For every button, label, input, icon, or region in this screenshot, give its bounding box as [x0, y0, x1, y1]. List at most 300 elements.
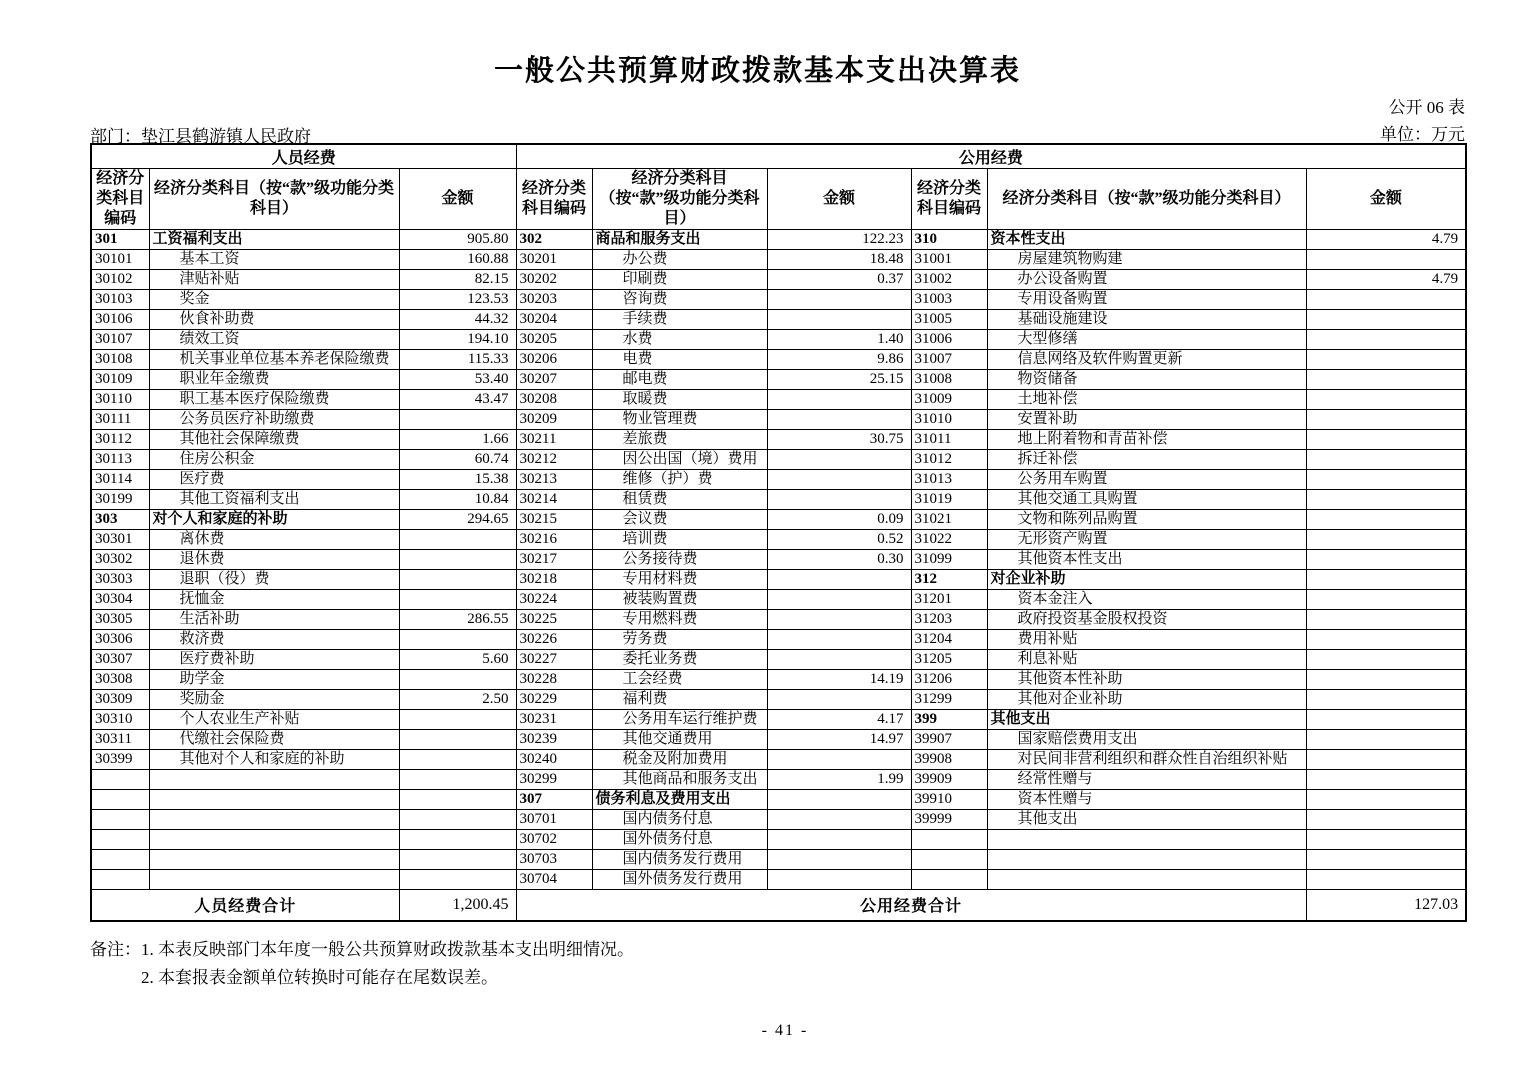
- table-row: [91, 350, 1466, 370]
- subject-cell: 债务利息及费用支出: [592, 790, 767, 810]
- table-row: [91, 430, 1466, 450]
- code-cell: 39908: [911, 750, 987, 770]
- amount-cell: [767, 830, 911, 850]
- table-row: [91, 390, 1466, 410]
- code-cell: [91, 850, 149, 870]
- amount-cell: 14.19: [767, 670, 911, 690]
- amount-cell: [1306, 410, 1466, 430]
- code-cell: 31007: [911, 350, 987, 370]
- code-cell: 310: [911, 230, 987, 250]
- amount-cell: 0.52: [767, 530, 911, 550]
- amount-cell: [767, 650, 911, 670]
- col-header-amount-3: 金额: [1306, 169, 1466, 230]
- subject-cell: 大型修缮: [987, 330, 1306, 350]
- table-row: [91, 270, 1466, 290]
- subject-cell: 国家赔偿费用支出: [987, 730, 1306, 750]
- code-cell: 30225: [516, 610, 592, 630]
- code-cell: 30307: [91, 650, 149, 670]
- subject-cell: 专用燃料费: [592, 610, 767, 630]
- amount-cell: [399, 630, 516, 650]
- group-header-row: [91, 144, 1466, 169]
- subject-cell: 地上附着物和青苗补偿: [987, 430, 1306, 450]
- subject-cell: 信息网络及软件购置更新: [987, 350, 1306, 370]
- amount-cell: 82.15: [399, 270, 516, 290]
- table-row: [91, 610, 1466, 630]
- code-cell: 30702: [516, 830, 592, 850]
- code-cell: 30101: [91, 250, 149, 270]
- code-cell: 30212: [516, 450, 592, 470]
- amount-cell: [1306, 550, 1466, 570]
- subject-cell: 培训费: [592, 530, 767, 550]
- amount-cell: 43.47: [399, 390, 516, 410]
- table-row: [91, 830, 1466, 850]
- amount-cell: 53.40: [399, 370, 516, 390]
- table-row: [91, 690, 1466, 710]
- table-row: [91, 470, 1466, 490]
- subject-cell: 助学金: [149, 670, 399, 690]
- subject-cell: 其他资本性支出: [987, 550, 1306, 570]
- code-cell: 30299: [516, 770, 592, 790]
- col-header-code-1: 经济分类科目编码: [91, 169, 149, 230]
- code-cell: 31022: [911, 530, 987, 550]
- subject-cell: 办公费: [592, 250, 767, 270]
- subject-cell: 文物和陈列品购置: [987, 510, 1306, 530]
- notes-block: [90, 936, 634, 992]
- code-cell: 31099: [911, 550, 987, 570]
- subject-cell: 职工基本医疗保险缴费: [149, 390, 399, 410]
- subject-cell: 其他工资福利支出: [149, 490, 399, 510]
- subject-cell: 其他社会保障缴费: [149, 430, 399, 450]
- subject-cell: 机关事业单位基本养老保险缴费: [149, 350, 399, 370]
- amount-cell: [399, 810, 516, 830]
- amount-cell: 0.37: [767, 270, 911, 290]
- code-cell: 30240: [516, 750, 592, 770]
- amount-cell: 14.97: [767, 730, 911, 750]
- code-cell: 30114: [91, 470, 149, 490]
- code-cell: 30111: [91, 410, 149, 430]
- amount-cell: [767, 690, 911, 710]
- code-cell: [91, 810, 149, 830]
- amount-cell: [399, 870, 516, 890]
- subject-cell: 福利费: [592, 690, 767, 710]
- code-cell: 31005: [911, 310, 987, 330]
- amount-cell: [1306, 510, 1466, 530]
- code-cell: 30704: [516, 870, 592, 890]
- table-row: [91, 710, 1466, 730]
- subject-cell: 基础设施建设: [987, 310, 1306, 330]
- public-total-amount: 127.03: [1306, 890, 1466, 921]
- code-cell: 30229: [516, 690, 592, 710]
- code-cell: 31011: [911, 430, 987, 450]
- col-header-subject-3: 经济分类科目（按“款”级功能分类科目）: [987, 169, 1306, 230]
- col-header-code-3: 经济分类科目编码: [911, 169, 987, 230]
- amount-cell: [1306, 290, 1466, 310]
- table-row: [91, 330, 1466, 350]
- budget-table: [90, 143, 1467, 922]
- public-total-label: 公用经费合计: [516, 890, 1306, 921]
- subject-cell: 经常性赠与: [987, 770, 1306, 790]
- code-cell: 30310: [91, 710, 149, 730]
- code-cell: 30110: [91, 390, 149, 410]
- code-cell: 31013: [911, 470, 987, 490]
- code-cell: 30106: [91, 310, 149, 330]
- subject-cell: 公务员医疗补助缴费: [149, 410, 399, 430]
- subject-cell: 其他对个人和家庭的补助: [149, 750, 399, 770]
- amount-cell: 4.17: [767, 710, 911, 730]
- code-cell: 30205: [516, 330, 592, 350]
- code-cell: 30224: [516, 590, 592, 610]
- table-row: [91, 550, 1466, 570]
- code-cell: 30215: [516, 510, 592, 530]
- code-cell: 399: [911, 710, 987, 730]
- subject-cell: [149, 830, 399, 850]
- table-row: [91, 790, 1466, 810]
- subject-cell: [149, 790, 399, 810]
- notes-prefix: 备注：: [90, 940, 141, 959]
- subject-cell: 工资福利支出: [149, 230, 399, 250]
- code-cell: 30213: [516, 470, 592, 490]
- amount-cell: [399, 770, 516, 790]
- code-cell: 30208: [516, 390, 592, 410]
- amount-cell: [1306, 570, 1466, 590]
- amount-cell: 25.15: [767, 370, 911, 390]
- subject-cell: 费用补贴: [987, 630, 1306, 650]
- code-cell: 30701: [516, 810, 592, 830]
- subject-cell: 差旅费: [592, 430, 767, 450]
- code-cell: 30211: [516, 430, 592, 450]
- code-cell: 307: [516, 790, 592, 810]
- subject-cell: [149, 850, 399, 870]
- subject-cell: 政府投资基金股权投资: [987, 610, 1306, 630]
- unit-label: 单位：万元: [1380, 125, 1465, 144]
- subject-cell: 劳务费: [592, 630, 767, 650]
- amount-cell: [1306, 750, 1466, 770]
- department-label: 部门：垫江县鹤游镇人民政府: [90, 127, 311, 146]
- amount-cell: 44.32: [399, 310, 516, 330]
- amount-cell: [767, 850, 911, 870]
- subject-cell: 电费: [592, 350, 767, 370]
- amount-cell: [767, 870, 911, 890]
- subject-cell: [149, 810, 399, 830]
- amount-cell: [1306, 370, 1466, 390]
- code-cell: 39999: [911, 810, 987, 830]
- subject-cell: 奖励金: [149, 690, 399, 710]
- amount-cell: [1306, 490, 1466, 510]
- amount-cell: [767, 790, 911, 810]
- subject-cell: [987, 850, 1306, 870]
- code-cell: 30302: [91, 550, 149, 570]
- amount-cell: 0.30: [767, 550, 911, 570]
- amount-cell: 4.79: [1306, 270, 1466, 290]
- amount-cell: [399, 410, 516, 430]
- subject-cell: 资本性赠与: [987, 790, 1306, 810]
- code-cell: 39907: [911, 730, 987, 750]
- code-cell: 30214: [516, 490, 592, 510]
- amount-cell: [399, 550, 516, 570]
- code-cell: 39910: [911, 790, 987, 810]
- subject-cell: 退休费: [149, 550, 399, 570]
- column-header-row: [91, 169, 1466, 230]
- code-cell: 31205: [911, 650, 987, 670]
- amount-cell: [399, 670, 516, 690]
- note-line-2: 2. 本套报表金额单位转换时可能存在尾数误差。: [141, 968, 498, 987]
- code-cell: 30103: [91, 290, 149, 310]
- subject-cell: [149, 870, 399, 890]
- totals-row: [91, 890, 1466, 921]
- code-cell: 30202: [516, 270, 592, 290]
- subject-cell: 税金及附加费用: [592, 750, 767, 770]
- code-cell: 30227: [516, 650, 592, 670]
- code-cell: 30206: [516, 350, 592, 370]
- subject-cell: [987, 870, 1306, 890]
- subject-cell: 对企业补助: [987, 570, 1306, 590]
- code-cell: 31008: [911, 370, 987, 390]
- amount-cell: 286.55: [399, 610, 516, 630]
- amount-cell: 15.38: [399, 470, 516, 490]
- subject-cell: 土地补偿: [987, 390, 1306, 410]
- subject-cell: 咨询费: [592, 290, 767, 310]
- code-cell: 31206: [911, 670, 987, 690]
- code-cell: 31010: [911, 410, 987, 430]
- amount-cell: [399, 750, 516, 770]
- subject-cell: 工会经费: [592, 670, 767, 690]
- code-cell: 31021: [911, 510, 987, 530]
- amount-cell: [1306, 310, 1466, 330]
- amount-cell: [767, 310, 911, 330]
- amount-cell: 1.66: [399, 430, 516, 450]
- amount-cell: [767, 390, 911, 410]
- amount-cell: [767, 570, 911, 590]
- subject-cell: 被装购置费: [592, 590, 767, 610]
- amount-cell: [1306, 350, 1466, 370]
- code-cell: 31203: [911, 610, 987, 630]
- code-cell: 30109: [91, 370, 149, 390]
- subject-cell: 其他交通工具购置: [987, 490, 1306, 510]
- code-cell: 31204: [911, 630, 987, 650]
- subject-cell: 租赁费: [592, 490, 767, 510]
- amount-cell: [1306, 790, 1466, 810]
- code-cell: 30303: [91, 570, 149, 590]
- code-cell: 303: [91, 510, 149, 530]
- amount-cell: [1306, 430, 1466, 450]
- page-title: 一般公共预算财政拨款基本支出决算表: [493, 55, 1021, 87]
- table-row: [91, 590, 1466, 610]
- subject-cell: 医疗费: [149, 470, 399, 490]
- amount-cell: 60.74: [399, 450, 516, 470]
- subject-cell: 维修（护）费: [592, 470, 767, 490]
- amount-cell: [399, 570, 516, 590]
- amount-cell: [399, 850, 516, 870]
- subject-cell: 个人农业生产补贴: [149, 710, 399, 730]
- table-row: [91, 810, 1466, 830]
- subject-cell: 其他支出: [987, 710, 1306, 730]
- page-meta: [1380, 94, 1465, 148]
- subject-cell: 无形资产购置: [987, 530, 1306, 550]
- subject-cell: 国外债务发行费用: [592, 870, 767, 890]
- personnel-total-amount: 1,200.45: [399, 890, 516, 921]
- amount-cell: [767, 590, 911, 610]
- code-cell: 30102: [91, 270, 149, 290]
- subject-cell: 委托业务费: [592, 650, 767, 670]
- subject-cell: 对民间非营利组织和群众性自治组织补贴: [987, 750, 1306, 770]
- amount-cell: [399, 530, 516, 550]
- subject-cell: 生活补助: [149, 610, 399, 630]
- subject-cell: 安置补助: [987, 410, 1306, 430]
- amount-cell: [1306, 810, 1466, 830]
- subject-cell: 邮电费: [592, 370, 767, 390]
- subject-cell: 商品和服务支出: [592, 230, 767, 250]
- subject-cell: 奖金: [149, 290, 399, 310]
- code-cell: [911, 870, 987, 890]
- amount-cell: 294.65: [399, 510, 516, 530]
- table-row: [91, 850, 1466, 870]
- col-header-subject-1: 经济分类科目（按“款”级功能分类科目）: [149, 169, 399, 230]
- code-cell: 30199: [91, 490, 149, 510]
- table-row: [91, 770, 1466, 790]
- code-cell: 30201: [516, 250, 592, 270]
- amount-cell: 9.86: [767, 350, 911, 370]
- amount-cell: [767, 290, 911, 310]
- amount-cell: [767, 810, 911, 830]
- col-header-code-2: 经济分类科目编码: [516, 169, 592, 230]
- code-cell: 30113: [91, 450, 149, 470]
- subject-cell: [987, 830, 1306, 850]
- subject-cell: 其他交通费用: [592, 730, 767, 750]
- subject-cell: 资本金注入: [987, 590, 1306, 610]
- subject-cell: 国外债务付息: [592, 830, 767, 850]
- amount-cell: [1306, 450, 1466, 470]
- subject-cell: 医疗费补助: [149, 650, 399, 670]
- table-row: [91, 530, 1466, 550]
- code-cell: 31001: [911, 250, 987, 270]
- amount-cell: 1.40: [767, 330, 911, 350]
- subject-cell: 职业年金缴费: [149, 370, 399, 390]
- subject-cell: 代缴社会保险费: [149, 730, 399, 750]
- table-row: [91, 510, 1466, 530]
- subject-cell: 绩效工资: [149, 330, 399, 350]
- amount-cell: [399, 790, 516, 810]
- table-row: [91, 410, 1466, 430]
- code-cell: 30107: [91, 330, 149, 350]
- amount-cell: [1306, 650, 1466, 670]
- subject-cell: 对个人和家庭的补助: [149, 510, 399, 530]
- subject-cell: 利息补贴: [987, 650, 1306, 670]
- col-header-subject-2: 经济分类科目（按“款”级功能分类科目）: [592, 169, 767, 230]
- code-cell: 30703: [516, 850, 592, 870]
- code-cell: 30399: [91, 750, 149, 770]
- subject-cell: 伙食补助费: [149, 310, 399, 330]
- code-cell: 31009: [911, 390, 987, 410]
- amount-cell: [1306, 730, 1466, 750]
- amount-cell: [1306, 590, 1466, 610]
- code-cell: 30203: [516, 290, 592, 310]
- subject-cell: 取暖费: [592, 390, 767, 410]
- subject-cell: 物资储备: [987, 370, 1306, 390]
- amount-cell: [1306, 830, 1466, 850]
- amount-cell: 30.75: [767, 430, 911, 450]
- table-row: [91, 370, 1466, 390]
- subject-cell: 房屋建筑物购建: [987, 250, 1306, 270]
- subject-cell: 其他资本性补助: [987, 670, 1306, 690]
- code-cell: [91, 790, 149, 810]
- amount-cell: [1306, 250, 1466, 270]
- code-cell: 30216: [516, 530, 592, 550]
- col-header-amount-2: 金额: [767, 169, 911, 230]
- amount-cell: [399, 830, 516, 850]
- code-cell: 30226: [516, 630, 592, 650]
- table-row: [91, 630, 1466, 650]
- subject-cell: 基本工资: [149, 250, 399, 270]
- amount-cell: [1306, 390, 1466, 410]
- table-row: [91, 730, 1466, 750]
- amount-cell: [767, 490, 911, 510]
- amount-cell: [1306, 630, 1466, 650]
- group-header-personnel: 人员经费: [91, 144, 516, 169]
- code-cell: 31006: [911, 330, 987, 350]
- amount-cell: [1306, 530, 1466, 550]
- amount-cell: [1306, 850, 1466, 870]
- table-row: [91, 250, 1466, 270]
- amount-cell: [767, 450, 911, 470]
- code-cell: 31002: [911, 270, 987, 290]
- table-row: [91, 750, 1466, 770]
- amount-cell: 18.48: [767, 250, 911, 270]
- amount-cell: 10.84: [399, 490, 516, 510]
- code-cell: 30309: [91, 690, 149, 710]
- subject-cell: 其他商品和服务支出: [592, 770, 767, 790]
- code-cell: 30108: [91, 350, 149, 370]
- table-row: [91, 450, 1466, 470]
- subject-cell: 其他支出: [987, 810, 1306, 830]
- table-row: [91, 310, 1466, 330]
- subject-cell: 津贴补贴: [149, 270, 399, 290]
- code-cell: 30306: [91, 630, 149, 650]
- subject-cell: 公务用车购置: [987, 470, 1306, 490]
- subject-cell: 印刷费: [592, 270, 767, 290]
- table-row: [91, 570, 1466, 590]
- subject-cell: 救济费: [149, 630, 399, 650]
- amount-cell: 4.79: [1306, 230, 1466, 250]
- amount-cell: 115.33: [399, 350, 516, 370]
- table-body: [91, 230, 1466, 890]
- subject-cell: 会议费: [592, 510, 767, 530]
- note-line-1: 1. 本表反映部门本年度一般公共预算财政拨款基本支出明细情况。: [141, 940, 634, 959]
- amount-cell: 5.60: [399, 650, 516, 670]
- amount-cell: 160.88: [399, 250, 516, 270]
- amount-cell: [767, 470, 911, 490]
- code-cell: 30239: [516, 730, 592, 750]
- amount-cell: [1306, 710, 1466, 730]
- amount-cell: [399, 710, 516, 730]
- table-row: [91, 290, 1466, 310]
- code-cell: [911, 850, 987, 870]
- amount-cell: 194.10: [399, 330, 516, 350]
- amount-cell: 123.53: [399, 290, 516, 310]
- subject-cell: 办公设备购置: [987, 270, 1306, 290]
- amount-cell: 122.23: [767, 230, 911, 250]
- code-cell: [91, 770, 149, 790]
- subject-cell: 其他对企业补助: [987, 690, 1306, 710]
- code-cell: 30231: [516, 710, 592, 730]
- code-cell: 30204: [516, 310, 592, 330]
- table-row: [91, 870, 1466, 890]
- code-cell: 30304: [91, 590, 149, 610]
- amount-cell: [767, 610, 911, 630]
- amount-cell: 905.80: [399, 230, 516, 250]
- table-row: [91, 230, 1466, 250]
- amount-cell: [1306, 690, 1466, 710]
- amount-cell: [1306, 610, 1466, 630]
